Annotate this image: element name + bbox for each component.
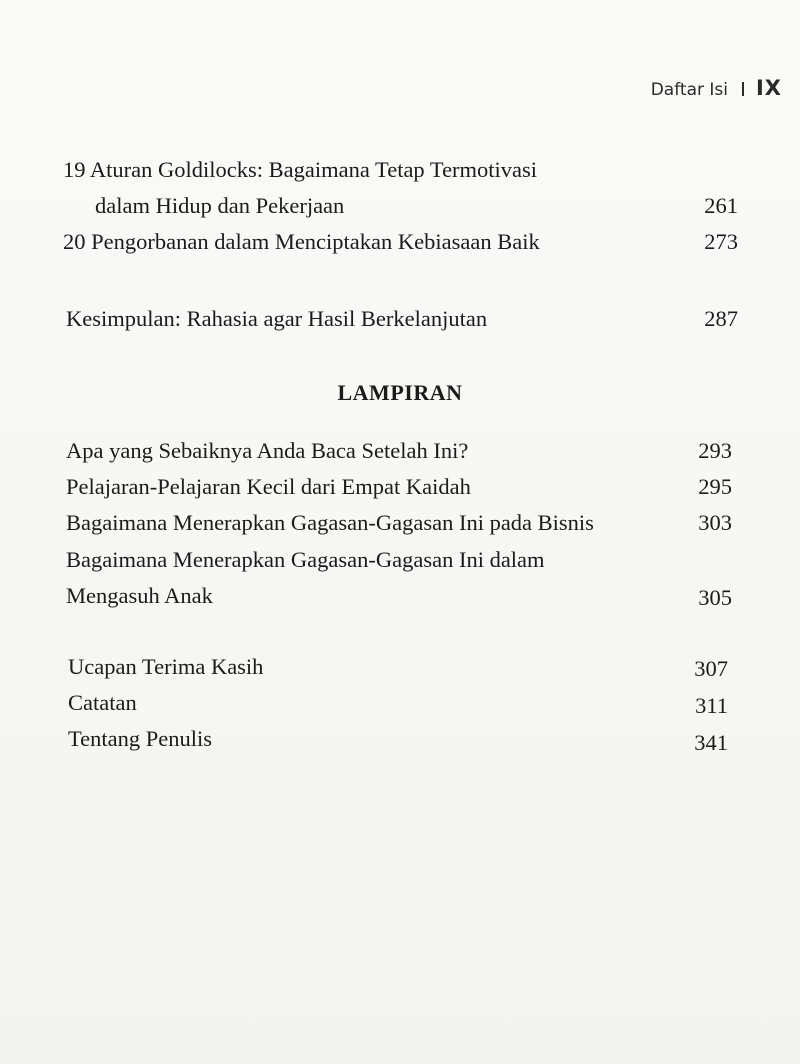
appendix-heading: LAMPIRAN [337,380,463,405]
toc-entry-title: Pelajaran-Pelajaran Kecil dari Empat Kaidah [66,474,471,499]
page-number: IX [755,76,782,100]
toc-entry-title: Catatan [68,690,137,715]
toc-entry-title: 19 Aturan Goldilocks: Bagaimana Tetap Termotivasi [63,157,538,182]
toc-entry-title: Tentang Penulis [68,726,213,751]
running-header [651,76,782,100]
toc-entry-title: Bagaimana Menerapkan Gagasan-Gagasan Ini dalam [66,547,545,572]
toc-entry-page: 307 [694,656,728,681]
header-separator [742,82,744,96]
toc-entry-page: 273 [704,229,738,254]
toc-entry-title: Bagaimana Menerapkan Gagasan-Gagasan Ini pada Bisnis [66,510,594,535]
toc-entry-page: 305 [698,585,732,610]
toc-entry-page: 303 [698,510,732,535]
toc-entry-title-cont: dalam Hidup dan Pekerjaan [95,193,345,218]
toc-entry-title-cont: Mengasuh Anak [66,583,213,608]
toc-entry-page: 261 [704,193,738,218]
toc-entry-title: 20 Pengorbanan dalam Menciptakan Kebiasaan Baik [63,229,540,254]
toc-entry-page: 311 [695,693,728,718]
toc-entry-title: Apa yang Sebaiknya Anda Baca Setelah Ini? [66,438,469,463]
toc-entry-page: 295 [698,474,732,499]
header-section-title: Daftar Isi [650,80,728,100]
toc-entry-title: Kesimpulan: Rahasia agar Hasil Berkelanjutan [66,306,488,331]
toc-entry-page: 287 [704,306,738,331]
toc-entry-title: Ucapan Terima Kasih [68,654,264,679]
toc-entry-page: 341 [694,730,728,755]
toc-entry-page: 293 [698,438,732,463]
